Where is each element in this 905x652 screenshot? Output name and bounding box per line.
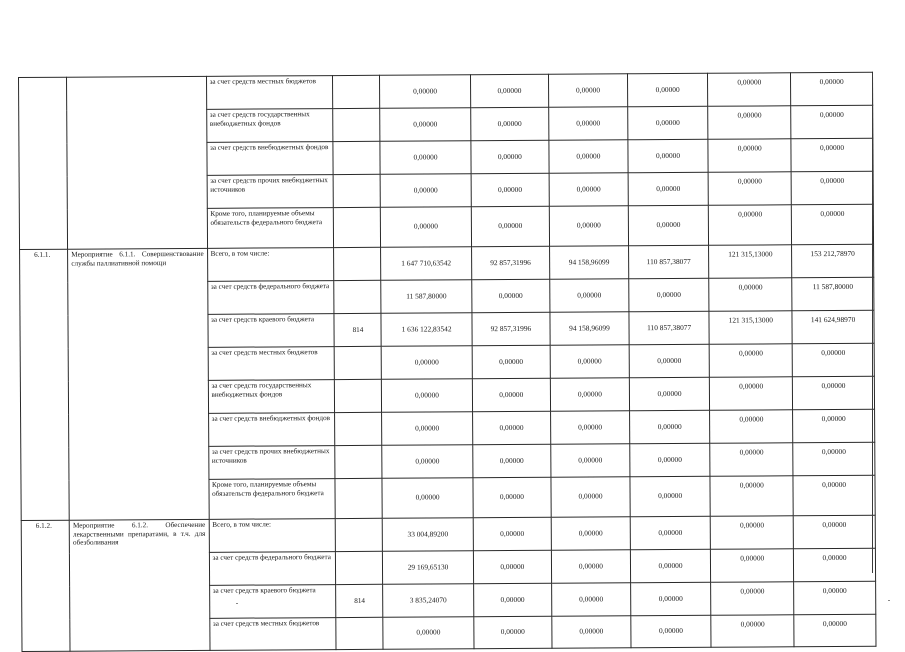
budget-code-cell [333, 174, 380, 207]
year-amount-cell: 0,00000 [627, 73, 708, 106]
year-amount-cell: 0,00000 [791, 138, 873, 171]
budget-code-cell: 814 [336, 584, 383, 617]
item-number-cell: 6.1.2. [21, 520, 70, 651]
year-amount-cell: 0,00000 [471, 173, 550, 206]
year-amount-cell: 0,00000 [470, 107, 549, 140]
year-amount-cell: 0,00000 [473, 477, 552, 517]
year-amount-cell: 0,00000 [711, 582, 794, 616]
year-amount-cell: 121 315,13000 [709, 311, 792, 345]
year-amount-cell: 0,00000 [708, 139, 791, 173]
year-amount-cell: 0,00000 [794, 614, 876, 646]
total-amount-cell: 11 587,80000 [381, 280, 471, 314]
total-amount-cell: 0,00000 [383, 617, 473, 650]
year-amount-cell: 0,00000 [793, 475, 875, 515]
budget-code-cell [336, 551, 383, 584]
budget-code-cell [335, 478, 382, 518]
year-amount-cell: 110 857,38077 [629, 311, 710, 344]
year-amount-cell: 0,00000 [793, 515, 875, 548]
year-amount-cell: 0,00000 [710, 410, 793, 444]
year-amount-cell: 0,00000 [711, 516, 794, 550]
funding-source-cell: Кроме того, планируемые объемы обязательств федерального бюджета [209, 479, 336, 520]
year-amount-cell: 0,00000 [549, 140, 628, 173]
funding-source-cell: за счет средств краевого бюджета [209, 585, 336, 619]
total-amount-cell: 33 004,89200 [383, 518, 473, 552]
year-amount-cell: 0,00000 [794, 581, 876, 614]
year-amount-cell: 0,00000 [473, 550, 552, 583]
item-number-cell [19, 77, 68, 249]
funding-source-cell: за счет средств прочих внебюджетных источников [208, 446, 335, 480]
funding-source-cell: за счет средств федерального бюджета [207, 281, 334, 315]
year-amount-cell: 0,00000 [793, 409, 875, 442]
budget-table [18, 72, 876, 652]
year-amount-cell: 0,00000 [552, 550, 631, 583]
table-row [20, 244, 874, 282]
total-amount-cell: 0,00000 [381, 174, 471, 208]
year-amount-cell: 0,00000 [710, 344, 793, 378]
budget-code-cell [335, 412, 382, 445]
budget-code-cell [333, 141, 380, 174]
year-amount-cell: 0,00000 [473, 616, 552, 648]
budget-code-cell [335, 379, 382, 412]
funding-source-cell: Кроме того, планируемые объемы обязательств федерального бюджета [207, 208, 334, 249]
total-amount-cell: 1 647 710,63542 [381, 247, 471, 281]
budget-code-cell [334, 247, 381, 280]
year-amount-cell: 0,00000 [549, 107, 628, 140]
funding-source-cell: за счет средств краевого бюджета [208, 314, 335, 348]
year-amount-cell: 0,00000 [550, 345, 629, 378]
year-amount-cell: 0,00000 [710, 377, 793, 411]
year-amount-cell: 0,00000 [630, 549, 711, 582]
year-amount-cell: 0,00000 [629, 443, 710, 476]
activity-title-cell: Мероприятие 6.1.1. Совершенствование службы паллиативной помощи [68, 248, 209, 520]
year-amount-cell: 121 315,13000 [709, 245, 792, 279]
funding-source-cell: за счет средств государственных внебюджетных фондов [206, 109, 333, 143]
year-amount-cell: 110 857,38077 [628, 245, 709, 278]
total-amount-cell: 0,00000 [382, 478, 472, 519]
year-amount-cell: 0,00000 [472, 411, 551, 444]
table-row [19, 72, 873, 110]
funding-source-cell: Всего, в том числе: [209, 519, 336, 553]
year-amount-cell: 0,00000 [792, 343, 874, 376]
funding-source-cell: за счет средств внебюджетных фондов [208, 413, 335, 447]
total-amount-cell: 0,00000 [381, 207, 471, 248]
year-amount-cell: 153 212,78970 [792, 244, 874, 277]
budget-code-cell [334, 280, 381, 313]
funding-source-cell: за счет средств местных бюджетов [206, 76, 333, 110]
budget-code-cell [334, 346, 381, 379]
year-amount-cell: 0,00000 [791, 171, 873, 204]
total-amount-cell: 0,00000 [382, 412, 472, 446]
funding-source-cell: за счет средств федерального бюджета [209, 552, 336, 586]
activity-title-cell [67, 76, 207, 249]
year-amount-cell: 0,00000 [709, 172, 792, 206]
total-amount-cell: 0,00000 [382, 346, 472, 380]
year-amount-cell: 0,00000 [708, 73, 791, 107]
scan-edge-line [872, 73, 873, 573]
year-amount-cell: 0,00000 [550, 279, 629, 312]
total-amount-cell: 0,00000 [380, 75, 470, 109]
year-amount-cell: 0,00000 [473, 517, 552, 550]
year-amount-cell: 0,00000 [791, 105, 873, 138]
year-amount-cell: 0,00000 [628, 139, 709, 172]
total-amount-cell: 0,00000 [380, 141, 470, 175]
funding-source-cell: Всего, в том числе: [207, 248, 334, 282]
scan-speck [236, 603, 238, 604]
year-amount-cell: 0,00000 [708, 106, 791, 140]
year-amount-cell: 0,00000 [793, 442, 875, 475]
year-amount-cell: 0,00000 [628, 278, 709, 311]
year-amount-cell: 0,00000 [552, 616, 631, 648]
funding-source-cell: за счет средств внебюджетных фондов [206, 142, 333, 176]
activity-title-cell: Мероприятие 6.1.2. Обеспечение лекарственными препаратами, в т.ч. для обезболивания [69, 519, 209, 651]
total-amount-cell: 29 169,65130 [383, 551, 473, 585]
table-row [21, 515, 875, 553]
year-amount-cell: 0,00000 [549, 74, 628, 107]
funding-source-cell: за счет средств государственных внебюджетных фондов [208, 380, 335, 414]
year-amount-cell: 0,00000 [791, 72, 873, 105]
year-amount-cell: 0,00000 [629, 377, 710, 410]
year-amount-cell: 0,00000 [630, 516, 711, 549]
budget-code-cell: 814 [334, 313, 381, 346]
table-body [19, 72, 876, 651]
year-amount-cell: 11 587,80000 [792, 277, 874, 310]
year-amount-cell: 0,00000 [470, 74, 549, 107]
year-amount-cell: 0,00000 [710, 443, 793, 477]
year-amount-cell: 0,00000 [629, 410, 710, 443]
total-amount-cell: 0,00000 [380, 108, 470, 142]
year-amount-cell: 0,00000 [711, 615, 794, 648]
year-amount-cell: 0,00000 [551, 477, 630, 517]
year-amount-cell: 0,00000 [630, 476, 711, 516]
total-amount-cell: 0,00000 [382, 379, 472, 413]
budget-code-cell [333, 108, 380, 141]
year-amount-cell: 92 857,31996 [472, 312, 551, 345]
year-amount-cell: 0,00000 [793, 376, 875, 409]
year-amount-cell: 0,00000 [549, 206, 628, 246]
year-amount-cell: 0,00000 [551, 517, 630, 550]
year-amount-cell: 0,00000 [627, 106, 708, 139]
year-amount-cell: 0,00000 [791, 204, 873, 244]
year-amount-cell: 0,00000 [710, 476, 793, 517]
budget-code-cell [334, 207, 381, 247]
item-number-cell: 6.1.1. [20, 249, 70, 520]
year-amount-cell: 0,00000 [551, 411, 630, 444]
year-amount-cell: 0,00000 [471, 279, 550, 312]
year-amount-cell: 0,00000 [470, 140, 549, 173]
budget-code-cell [336, 617, 383, 649]
year-amount-cell: 141 624,98970 [792, 310, 874, 343]
year-amount-cell: 0,00000 [630, 582, 711, 615]
year-amount-cell: 0,00000 [551, 444, 630, 477]
total-amount-cell: 1 636 122,83542 [381, 313, 471, 347]
year-amount-cell: 0,00000 [629, 344, 710, 377]
year-amount-cell: 0,00000 [549, 173, 628, 206]
year-amount-cell: 0,00000 [552, 583, 631, 616]
year-amount-cell: 92 857,31996 [471, 246, 550, 279]
budget-code-cell [335, 445, 382, 478]
year-amount-cell: 94 158,96099 [550, 312, 629, 345]
funding-source-cell: за счет средств местных бюджетов [208, 347, 335, 381]
year-amount-cell: 0,00000 [551, 378, 630, 411]
year-amount-cell: 94 158,96099 [550, 246, 629, 279]
year-amount-cell: 0,00000 [709, 205, 792, 246]
year-amount-cell: 0,00000 [472, 378, 551, 411]
year-amount-cell: 0,00000 [794, 548, 876, 581]
year-amount-cell: 0,00000 [473, 583, 552, 616]
funding-source-cell: за счет средств местных бюджетов [209, 618, 336, 651]
funding-source-cell: за счет средств прочих внебюджетных источников [207, 175, 334, 209]
year-amount-cell: 0,00000 [472, 345, 551, 378]
year-amount-cell: 0,00000 [471, 206, 550, 246]
year-amount-cell: 0,00000 [709, 278, 792, 312]
budget-code-cell [336, 518, 383, 551]
scan-speck [888, 600, 890, 601]
year-amount-cell: 0,00000 [628, 172, 709, 205]
year-amount-cell: 0,00000 [711, 549, 794, 583]
year-amount-cell: 0,00000 [472, 444, 551, 477]
year-amount-cell: 0,00000 [631, 615, 712, 647]
total-amount-cell: 0,00000 [382, 445, 472, 479]
year-amount-cell: 0,00000 [628, 205, 709, 245]
budget-code-cell [333, 75, 380, 108]
total-amount-cell: 3 835,24070 [383, 584, 473, 618]
